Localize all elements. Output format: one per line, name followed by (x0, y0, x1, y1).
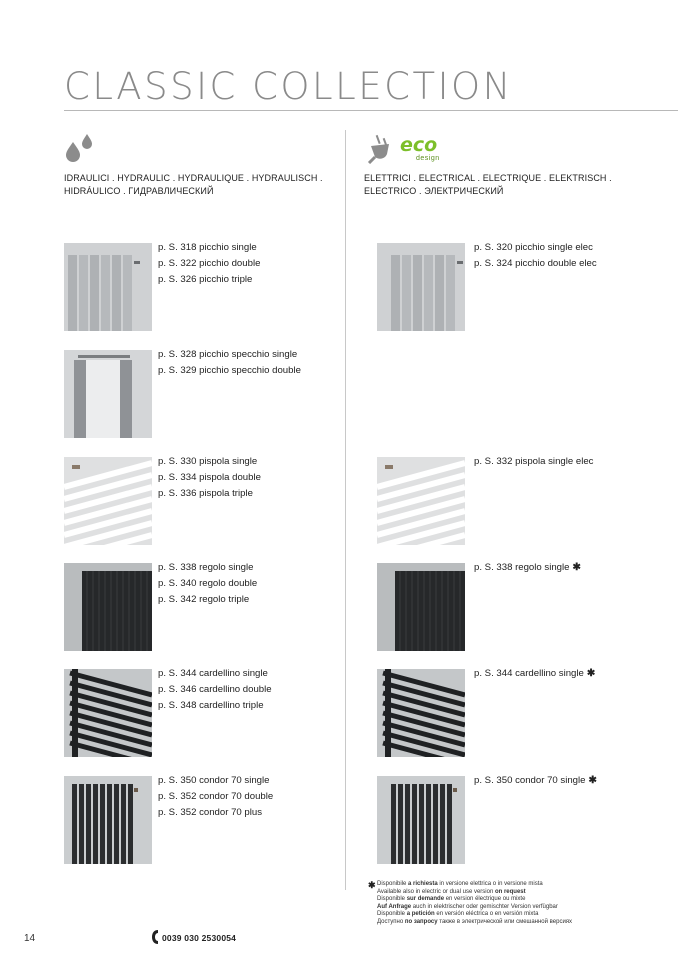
footnote-text: en version électrique ou mixte (444, 896, 526, 902)
model-item: p. S. 336 pispola triple (158, 488, 253, 499)
electric-category-label (364, 172, 612, 198)
model-item: p. S. 338 regolo single (158, 562, 254, 573)
footnote-text: auch in elektrischer oder gemischter Version verfügbar (411, 903, 558, 910)
model-list (158, 773, 273, 821)
cardellino-radiator-photo (64, 669, 152, 757)
model-list (158, 560, 257, 608)
footnote-line (377, 896, 572, 904)
column-divider (345, 130, 346, 890)
water-drops-icon (64, 132, 96, 162)
electric-category-line: ELETTRICI . ELECTRICAL . ELECTRIQUE . ELEKTRISCH . (364, 173, 612, 183)
model-item: p. S. 330 pispola single (158, 456, 258, 467)
footnote-text: Доступно (377, 918, 405, 925)
footnote-text: Disponible (377, 896, 407, 902)
model-item: p. S. 352 condor 70 plus (158, 807, 263, 818)
model-list (474, 560, 581, 576)
model-list (474, 240, 597, 272)
pispola-elec-radiator-photo (377, 457, 465, 545)
model-item (474, 666, 595, 682)
eco-design-subtext: design (416, 155, 440, 162)
model-item-label: p. S. 344 cardellino single (474, 668, 584, 679)
model-item: p. S. 352 condor 70 double (158, 791, 274, 802)
page-title: CLASSIC COLLECTION (64, 65, 513, 108)
model-item: p. S. 322 picchio double (158, 258, 261, 269)
regolo-radiator-photo (64, 563, 152, 651)
footnote-line (377, 881, 572, 889)
model-item (474, 560, 581, 576)
footnote-text: en versión eléctrica o en versión mixta (434, 911, 539, 917)
eco-design-logo: eco (400, 134, 438, 156)
footnote-text: in versione elettrica o in versione mista (437, 881, 543, 887)
model-item: p. S. 318 picchio single (158, 242, 257, 253)
footnote-line (377, 889, 572, 897)
regolo-elec-radiator-photo (377, 563, 465, 651)
phone-number: 0039 030 2530054 (162, 933, 237, 943)
footnote-text: Disponible (377, 911, 407, 917)
model-list (474, 666, 595, 682)
model-item: p. S. 346 cardellino double (158, 684, 272, 695)
footnote-emphasis: a richiesta (408, 881, 438, 887)
model-item: p. S. 350 condor 70 single (158, 775, 270, 786)
footnote-emphasis: по запросу (404, 918, 438, 925)
on-request-asterisk: ✱ (588, 775, 597, 786)
model-item: p. S. 332 pispola single elec (474, 456, 594, 467)
electric-category-line: ELECTRICO . ЭЛЕКТРИЧЕСКИЙ (364, 186, 504, 196)
footnote-text: также в электрической или смешанной версиях (437, 918, 573, 925)
model-item: p. S. 320 picchio single elec (474, 242, 593, 253)
footnote-emphasis: on request (494, 888, 526, 895)
model-item: p. S. 340 regolo double (158, 578, 258, 589)
pispola-radiator-photo (64, 457, 152, 545)
condor-elec-radiator-photo (377, 776, 465, 864)
footnote-text: Available also in electric or dual use version (377, 888, 495, 895)
model-item: p. S. 324 picchio double elec (474, 258, 597, 269)
footnote-emphasis: Auf Anfrage (377, 903, 412, 910)
model-list (158, 666, 272, 714)
model-item: p. S. 334 pispola double (158, 472, 261, 483)
model-list (474, 454, 593, 470)
phone-icon (151, 929, 161, 945)
model-item: p. S. 348 cardellino triple (158, 700, 264, 711)
footnote-line (377, 919, 572, 927)
picchio-elec-radiator-photo (377, 243, 465, 331)
model-item: p. S. 328 picchio specchio single (158, 349, 298, 360)
hydraulic-category-line: IDRAULICI . HYDRAULIC . HYDRAULIQUE . HYDRAULISCH . (64, 173, 323, 183)
model-item: p. S. 326 picchio triple (158, 274, 253, 285)
model-list (158, 347, 301, 379)
page-number: 14 (24, 933, 36, 944)
cardellino-elec-radiator-photo (377, 669, 465, 757)
model-list (474, 773, 597, 789)
footnote-emphasis: a petición (406, 911, 435, 917)
footnote-line (377, 904, 572, 912)
picchio-radiator-photo (64, 243, 152, 331)
on-request-asterisk: ✱ (586, 668, 596, 679)
footnote-asterisk: ✱ (368, 880, 376, 890)
model-item-label: p. S. 338 regolo single (474, 562, 570, 573)
electric-plug-icon (364, 132, 396, 164)
model-item (474, 773, 597, 789)
model-item: p. S. 342 regolo triple (158, 594, 250, 605)
hydraulic-category-label (64, 172, 323, 198)
model-item: p. S. 329 picchio specchio double (158, 365, 301, 376)
model-list (158, 454, 261, 502)
title-divider (64, 110, 678, 111)
picchio-specchio-radiator-photo (64, 350, 152, 438)
footnote-text: Disponibile (377, 881, 409, 887)
model-item-label: p. S. 350 condor 70 single (474, 775, 586, 786)
model-list (158, 240, 260, 288)
on-request-asterisk: ✱ (572, 562, 581, 573)
condor-radiator-photo (64, 776, 152, 864)
hydraulic-category-line: HIDRÁULICO . ГИДРАВЛИЧЕСКИЙ (64, 186, 214, 196)
footnote-line (377, 911, 572, 919)
model-item: p. S. 344 cardellino single (158, 668, 268, 679)
footnote-emphasis: sur demande (406, 896, 445, 902)
on-request-footnote (377, 881, 572, 926)
